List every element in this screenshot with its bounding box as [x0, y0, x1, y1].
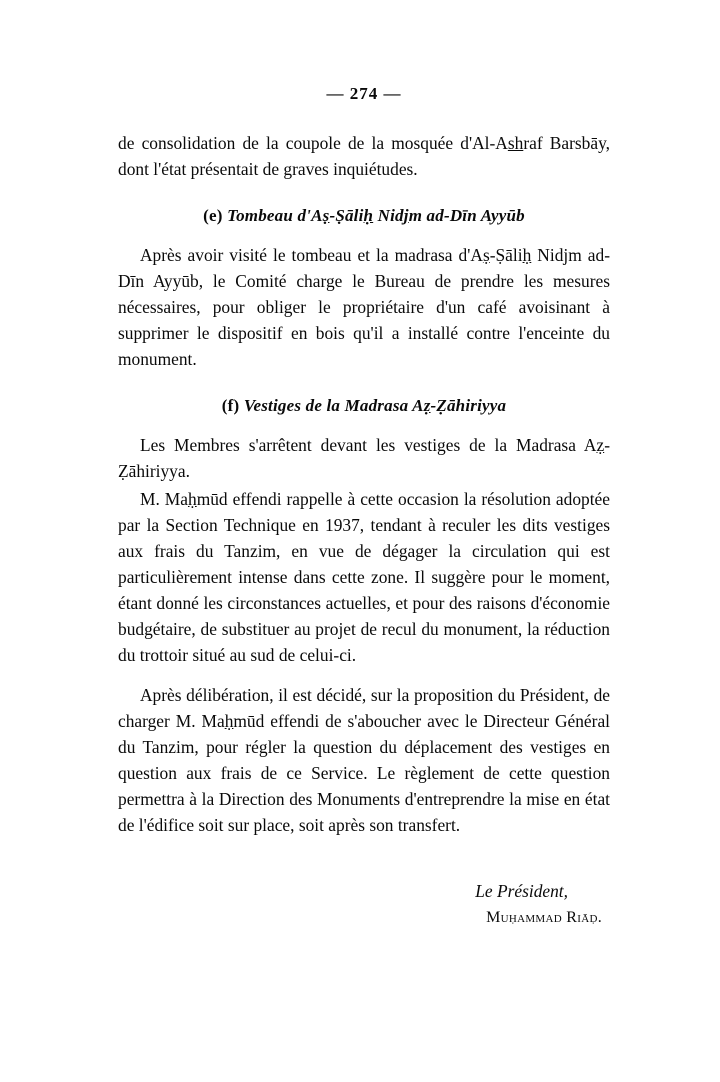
paragraph-deliberation: Après délibération, il est décidé, sur la proposition du Président, de charger M. Maḥmūd effendi de s'aboucher avec le Directeur Général du Tanzim, pour régler la question du déplacement des vestiges en question aux frais de ce Service. Le règlement de cette question permettra à la Direction des Monuments d'entreprendre la mise en état de l'édifice soit sur place, soit après son transfert.	[118, 685, 610, 835]
paragraph-consolidation: de consolidation de la coupole de la mosquée d'Al-Ashraf Barsbāy, dont l'état présentait de graves inquiétudes.	[118, 133, 610, 179]
section-title-f: Vestiges de la Madrasa Aẓ-Ẓāhiriyya	[243, 396, 507, 415]
page-number: — 274 —	[326, 84, 402, 103]
page-content	[118, 84, 610, 932]
signature-block	[118, 878, 610, 932]
section-label-e: (e)	[203, 206, 223, 225]
section-title-e: Tombeau d'Aṣ-Ṣāliḥ Nidjm ad-Dīn Ayyūb	[227, 206, 525, 225]
section-heading-e	[118, 206, 610, 226]
paragraph-mahmud-effendi: M. Maḥmūd effendi rappelle à cette occasion la résolution adoptée par la Section Technique en 1937, tendant à reculer les dits vestiges aux frais du Tanzim, en vue de dégager la circulation qui est particulièrement intense dans cette zone. Il suggère pour le moment, étant donné les circonstances actuelles, et pour des raisons d'économie budgétaire, de substituer au projet de recul du monument, la réduction du trottoir situé au sud de celui-ci.	[118, 489, 610, 665]
paragraph-membres: Les Membres s'arrêtent devant les vestiges de la Madrasa Aẓ-Ẓāhiriyya.	[118, 435, 610, 481]
signature-name: Muḥammad Riāḍ.	[486, 909, 602, 926]
paragraph-tombeau: Après avoir visité le tombeau et la madrasa d'Aṣ-Ṣāliḥ Nidjm ad-Dīn Ayyūb, le Comité charge le Bureau de prendre les mesures nécessaires, pour obliger le propriétaire d'un café avoisinant à supprimer le dispositif en bois qu'il a installé contre l'enceinte du monument.	[118, 245, 610, 369]
signature-role: Le Président,	[475, 881, 568, 901]
section-label-f: (f)	[221, 396, 240, 415]
section-heading-f	[118, 396, 610, 416]
